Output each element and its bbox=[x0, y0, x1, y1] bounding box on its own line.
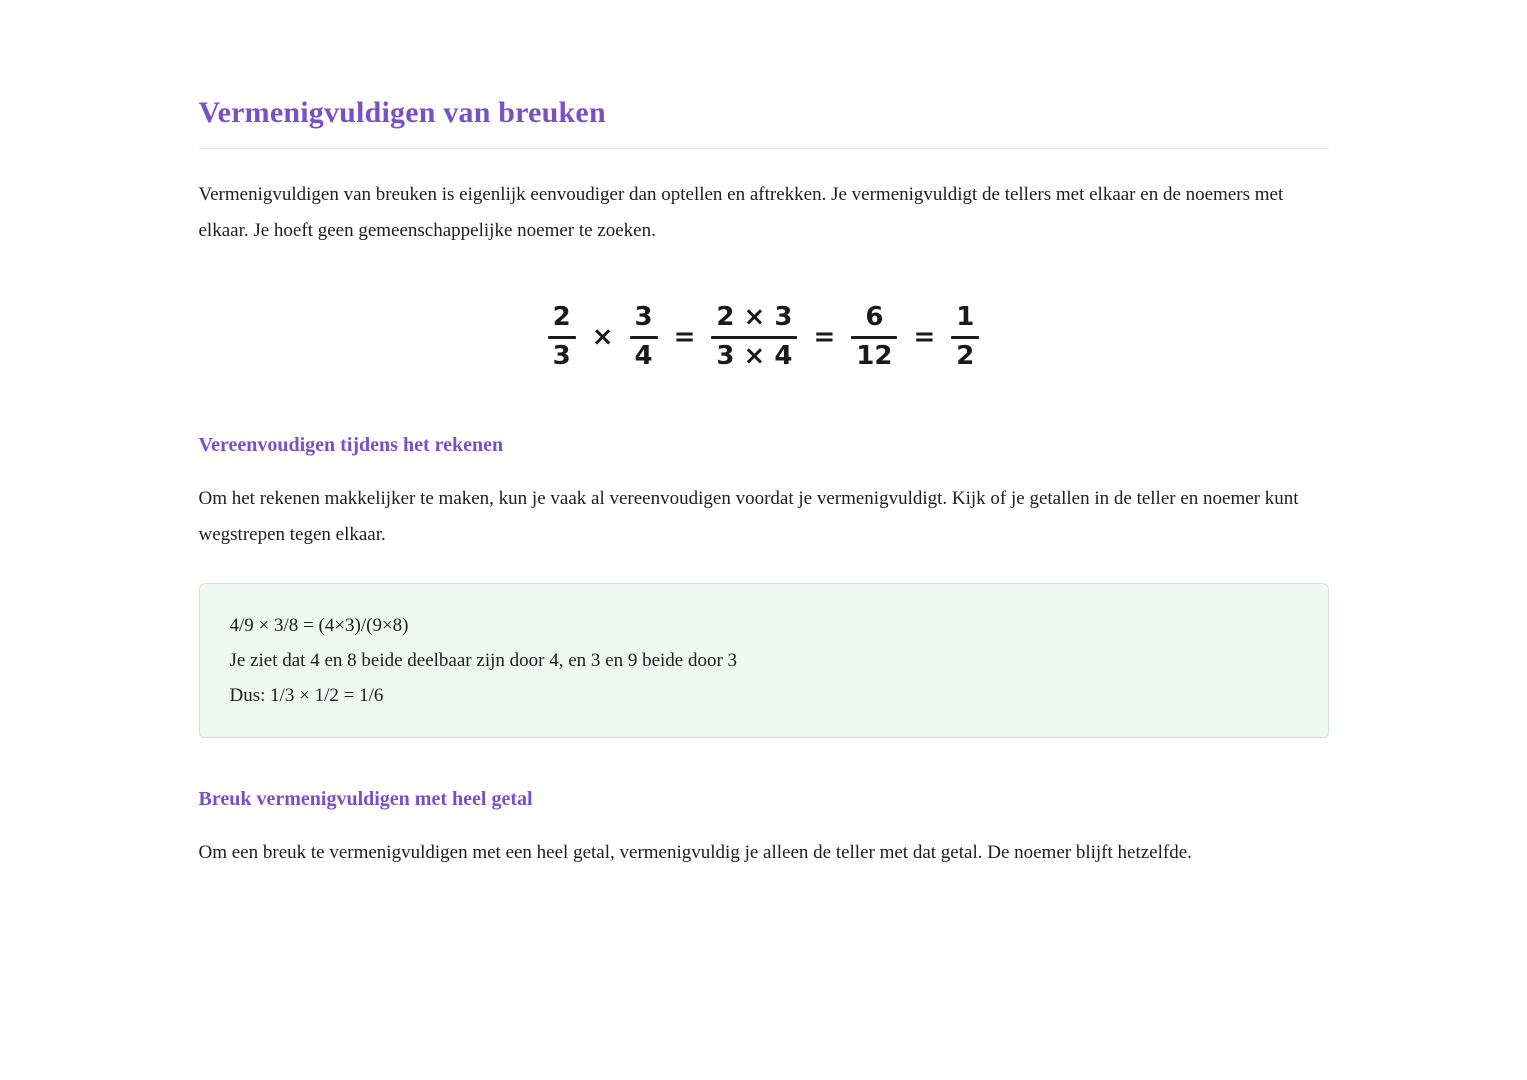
fraction-denominator: 3 × 4 bbox=[716, 340, 793, 371]
fraction bbox=[711, 303, 797, 372]
section-heading-whole-number: Breuk vermenigvuldigen met heel getal bbox=[198, 787, 533, 810]
fraction bbox=[951, 303, 979, 372]
equals-operator: = bbox=[673, 322, 696, 353]
example-line: 4/9 × 3/8 = (4×3)/(9×8) bbox=[229, 614, 409, 636]
equals-operator: = bbox=[913, 322, 936, 353]
equals-operator: = bbox=[813, 322, 836, 353]
fraction-numerator: 6 bbox=[865, 302, 884, 332]
example-line: Dus: 1/3 × 1/2 = 1/6 bbox=[229, 684, 384, 706]
example-box bbox=[199, 583, 1329, 738]
example-line: Je ziet dat 4 en 8 beide deelbaar zijn door 4, en 3 en 9 beide door 3 bbox=[229, 649, 738, 671]
article bbox=[199, 0, 1329, 1011]
section-heading-simplify: Vereenvoudigen tijdens het rekenen bbox=[198, 433, 504, 456]
title-divider bbox=[199, 148, 1329, 149]
fraction bbox=[630, 303, 658, 372]
simplify-paragraph: Om het rekenen makkelijker te maken, kun je vaak al vereenvoudigen voordat je vermenigvuldigt. Kijk of je getallen in de teller en noemer kunt wegstrepen tegen elkaar. bbox=[198, 487, 1299, 545]
fraction-denominator: 3 bbox=[552, 340, 571, 371]
fraction-denominator: 12 bbox=[856, 340, 893, 371]
fraction-denominator: 4 bbox=[634, 340, 653, 371]
fraction-denominator: 2 bbox=[956, 340, 975, 371]
fraction-numerator: 2 bbox=[552, 302, 571, 332]
fraction-numerator: 2 × 3 bbox=[716, 302, 793, 332]
page-title: Vermenigvuldigen van breuken bbox=[198, 96, 606, 129]
whole-number-paragraph: Om een breuk te vermenigvuldigen met een heel getal, vermenigvuldig je alleen de teller met dat getal. De noemer blijft hetzelfde. bbox=[198, 841, 1192, 863]
intro-paragraph: Vermenigvuldigen van breuken is eigenlijk eenvoudiger dan optellen en aftrekken. Je vermenigvuldigt de tellers met elkaar en de noemers met elkaar. Je hoeft geen gemeenschappelijke noemer te zoeken. bbox=[198, 184, 1284, 241]
fraction-numerator: 3 bbox=[634, 302, 653, 332]
fraction-numerator: 1 bbox=[956, 302, 975, 332]
fraction bbox=[548, 303, 576, 372]
multiply-operator: × bbox=[591, 322, 614, 353]
fraction-multiplication-formula bbox=[199, 303, 1329, 372]
fraction bbox=[851, 303, 897, 372]
